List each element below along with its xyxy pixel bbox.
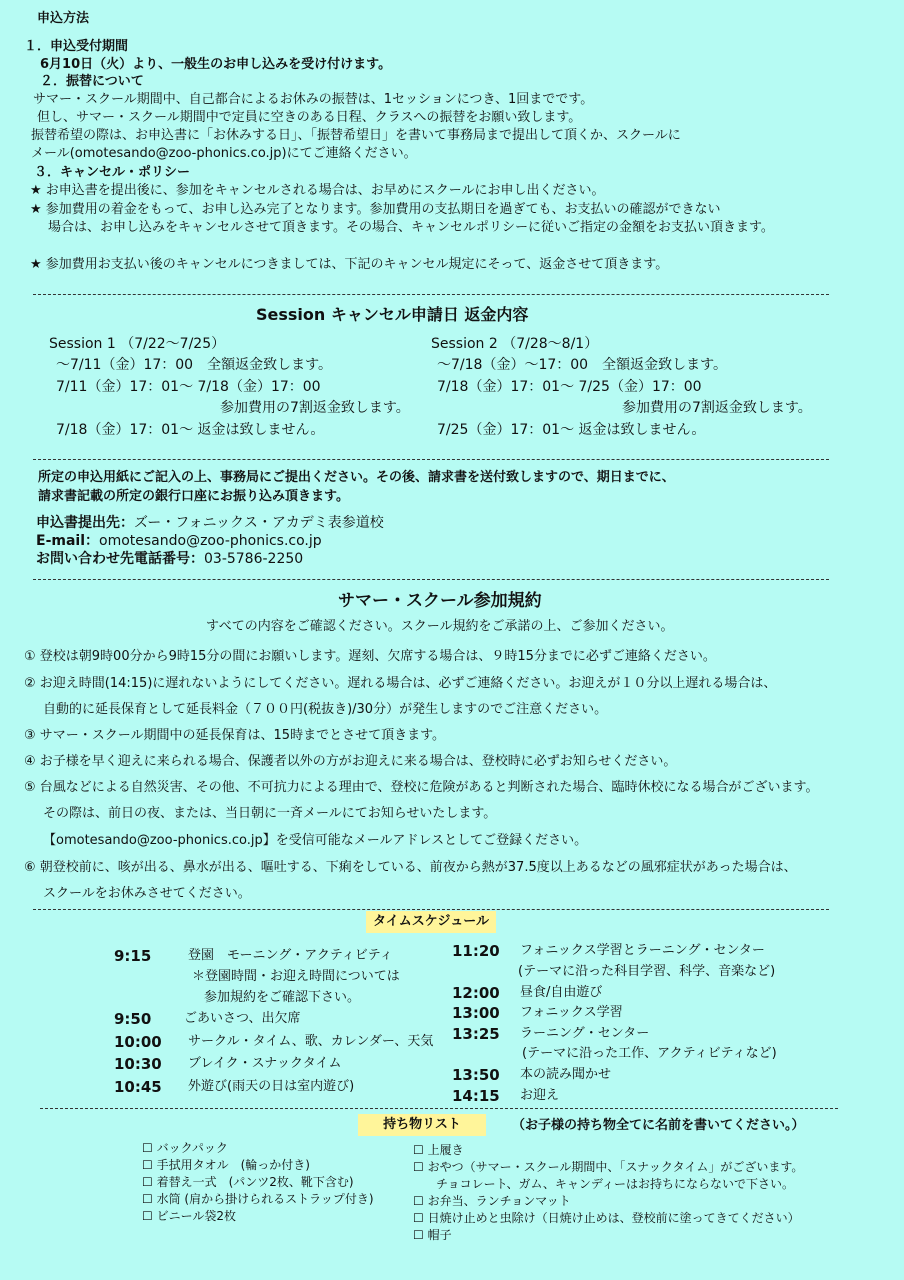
schedule-time: 10:30 bbox=[114, 1055, 162, 1073]
session-1-line: 7/11（金）17：01〜 7/18（金）17：00 bbox=[56, 379, 321, 395]
schedule-activity: フォニックス学習 bbox=[520, 1005, 623, 1020]
terms-line: ③ サマー・スクール期間中の延長保育は、15時までとさせて頂きます。 bbox=[24, 728, 446, 743]
divider bbox=[33, 909, 829, 910]
schedule-note: (テーマに沿った科目学習、科学、音楽など) bbox=[518, 964, 776, 979]
policy-line: ★ 参加費用の着金をもって、お申し込み完了となります。参加費用の支払期日を過ぎても、お支払いの確認ができない bbox=[30, 202, 721, 217]
section-2-title: ２．振替について bbox=[40, 74, 144, 89]
terms-line: 自動的に延長保育として延長料金（７００円(税抜き)/30分）が発生しますのでご注意ください。 bbox=[43, 702, 608, 717]
session-2-line: 7/18（金）17：01〜 7/25（金）17：00 bbox=[437, 379, 702, 395]
terms-line: ④ お子様を早く迎えに来られる場合、保護者以外の方がお迎えに来る場合は、登校時に必ずお知らせください。 bbox=[24, 754, 677, 769]
terms-line: ① 登校は朝9時00分から9時15分の間にお願いします。遅刻、欠席する場合は、９時15分までに必ずご連絡ください。 bbox=[24, 649, 716, 664]
refund-title: Session キャンセル申請日 返金内容 bbox=[256, 305, 529, 324]
schedule-time: 11:20 bbox=[452, 942, 500, 960]
schedule-activity: ラーニング・センター bbox=[520, 1026, 650, 1041]
section-2-line: サマー・スクール期間中、自己都合によるお休みの振替は、1セッションにつき、1回までです。 bbox=[33, 92, 594, 107]
schedule-activity: ブレイク・スナックタイム bbox=[188, 1056, 342, 1071]
submit-email: E-mail：omotesando@zoo-phonics.co.jp bbox=[36, 533, 322, 549]
item-checkbox[interactable]: ☐ バックパック bbox=[142, 1141, 228, 1155]
schedule-time: 12:00 bbox=[452, 984, 500, 1002]
item-note: チョコレート、ガム、キャンディーはお持ちにならないで下さい。 bbox=[436, 1177, 794, 1191]
terms-line: その際は、前日の夜、または、当日朝に一斉メールにてお知らせいたします。 bbox=[43, 806, 497, 821]
session-1-line: 〜7/11（金）17：00 全額返金致します。 bbox=[56, 357, 332, 373]
schedule-time: 14:15 bbox=[452, 1087, 500, 1105]
session-2-header: Session 2 （7/28〜8/1） bbox=[431, 336, 599, 352]
submit-line: 請求書記載の所定の銀行口座にお振り込み頂きます。 bbox=[38, 489, 349, 504]
terms-title: サマー・スクール参加規約 bbox=[338, 591, 542, 611]
section-3-title: ３．キャンセル・ポリシー bbox=[34, 165, 191, 180]
schedule-note: 参加規約をご確認下さい。 bbox=[204, 990, 361, 1005]
application-heading: 申込方法 bbox=[37, 11, 90, 26]
policy-line: ★ お申込書を提出後に、参加をキャンセルされる場合は、お早めにスクールにお申し出ください。 bbox=[30, 183, 605, 198]
schedule-time: 10:45 bbox=[114, 1078, 162, 1096]
schedule-time: 13:25 bbox=[452, 1025, 500, 1043]
terms-line: ⑥ 朝登校前に、咳が出る、鼻水が出る、嘔吐する、下痢をしている、前夜から熱が37.5度以上あるなどの風邪症状があった場合は、 bbox=[24, 860, 797, 875]
schedule-time: 9:50 bbox=[114, 1010, 152, 1028]
section-2-line: 振替希望の際は、お申込書に「お休みする日」、「振替希望日」を書いて事務局まで提出して頂くか、スクールに bbox=[31, 128, 681, 143]
items-title: 持ち物リスト bbox=[358, 1114, 486, 1136]
item-checkbox[interactable]: ☐ 上履き bbox=[413, 1143, 464, 1157]
session-2-line: 7/25（金）17：01〜 返金は致しません。 bbox=[437, 422, 706, 438]
divider bbox=[40, 1108, 838, 1109]
policy-line: 場合は、お申し込みをキャンセルさせて頂きます。その場合、キャンセルポリシーに従いご指定の金額をお支払い頂きます。 bbox=[48, 220, 774, 235]
divider bbox=[33, 294, 829, 295]
schedule-title: タイムスケジュール bbox=[366, 911, 496, 933]
terms-subtitle: すべての内容をご確認ください。スクール規約をご承諾の上、ご参加ください。 bbox=[206, 619, 674, 634]
schedule-activity: 登園 モーニング・アクティビティ bbox=[188, 948, 393, 963]
schedule-activity: 外遊び(雨天の日は室内遊び) bbox=[188, 1079, 355, 1094]
item-checkbox[interactable]: ☐ お弁当、ランチョンマット bbox=[413, 1194, 571, 1208]
section-1-text: 6月10日（火）より、一般生のお申し込みを受け付けます。 bbox=[40, 57, 392, 72]
submit-destination: 申込書提出先：ズー・フォニックス・アカデミ表参道校 bbox=[36, 515, 384, 531]
item-checkbox[interactable]: ☐ 帽子 bbox=[413, 1228, 452, 1242]
items-note: （お子様の持ち物全てに名前を書いてください。） bbox=[512, 1118, 805, 1133]
terms-line: ② お迎え時間(14:15)に遅れないようにしてください。遅れる場合は、必ずご連絡ください。お迎えが１０分以上遅れる場合は、 bbox=[24, 676, 777, 691]
submit-line: 所定の申込用紙にご記入の上、事務局にご提出ください。その後、請求書を送付致しますので、期日までに、 bbox=[38, 470, 675, 485]
terms-line: ⑤ 台風などによる自然災害、その他、不可抗力による理由で、登校に危険があると判断された場合、臨時休校になる場合がございます。 bbox=[24, 780, 819, 795]
section-2-line: メール(omotesando@zoo-phonics.co.jp)にてご連絡ください。 bbox=[31, 146, 417, 161]
session-1-line: 参加費用の7割返金致します。 bbox=[220, 400, 410, 416]
session-1-header: Session 1 （7/22〜7/25） bbox=[49, 336, 226, 352]
item-checkbox[interactable]: ☐ おやつ（サマー・スクール期間中、「スナックタイム」がございます。 bbox=[413, 1160, 804, 1174]
divider bbox=[33, 579, 829, 580]
schedule-time: 10:00 bbox=[114, 1033, 162, 1051]
submit-phone: お問い合わせ先電話番号：03-5786-2250 bbox=[36, 551, 304, 567]
schedule-time: 13:50 bbox=[452, 1066, 500, 1084]
schedule-activity: サークル・タイム、歌、カレンダー、天気 bbox=[188, 1034, 434, 1049]
session-1-line: 7/18（金）17：01〜 返金は致しません。 bbox=[56, 422, 325, 438]
terms-line: スクールをお休みさせてください。 bbox=[43, 886, 251, 901]
item-checkbox[interactable]: ☐ 日焼け止めと虫除け（日焼け止めは、登校前に塗ってきてください） bbox=[413, 1211, 800, 1225]
section-2-line: 但し、サマー・スクール期間中で定員に空きのある日程、クラスへの振替をお願い致します。 bbox=[37, 110, 582, 125]
session-2-line: 〜7/18（金）〜17：00 全額返金致します。 bbox=[437, 357, 727, 373]
item-checkbox[interactable]: ☐ 手拭用タオル (輪っか付き) bbox=[142, 1158, 310, 1172]
policy-line: ★ 参加費用お支払い後のキャンセルにつきましては、下記のキャンセル規定にそって、返金させて頂きます。 bbox=[30, 257, 669, 272]
schedule-note: (テーマに沿った工作、アクティビティなど) bbox=[522, 1046, 777, 1061]
item-checkbox[interactable]: ☐ 水筒 (肩から掛けられるストラップ付き) bbox=[142, 1192, 374, 1206]
item-checkbox[interactable]: ☐ ビニール袋2枚 bbox=[142, 1209, 236, 1223]
schedule-time: 9:15 bbox=[114, 947, 152, 965]
session-2-line: 参加費用の7割返金致します。 bbox=[622, 400, 812, 416]
schedule-activity: ごあいさつ、出欠席 bbox=[184, 1011, 301, 1026]
schedule-note: ＊登園時間・お迎え時間については bbox=[192, 969, 400, 984]
schedule-time: 13:00 bbox=[452, 1004, 500, 1022]
schedule-activity: 昼食/自由遊び bbox=[520, 985, 603, 1000]
schedule-activity: 本の読み聞かせ bbox=[520, 1067, 612, 1082]
divider bbox=[33, 459, 829, 460]
schedule-activity: お迎え bbox=[520, 1088, 560, 1103]
section-1-title: １．申込受付期間 bbox=[24, 39, 129, 54]
schedule-activity: フォニックス学習とラーニング・センター bbox=[520, 943, 765, 958]
item-checkbox[interactable]: ☐ 着替え一式 (パンツ2枚、靴下含む) bbox=[142, 1175, 354, 1189]
terms-email-line: 【omotesando@zoo-phonics.co.jp】を受信可能なメールアドレスとしてご登録ください。 bbox=[43, 833, 588, 848]
